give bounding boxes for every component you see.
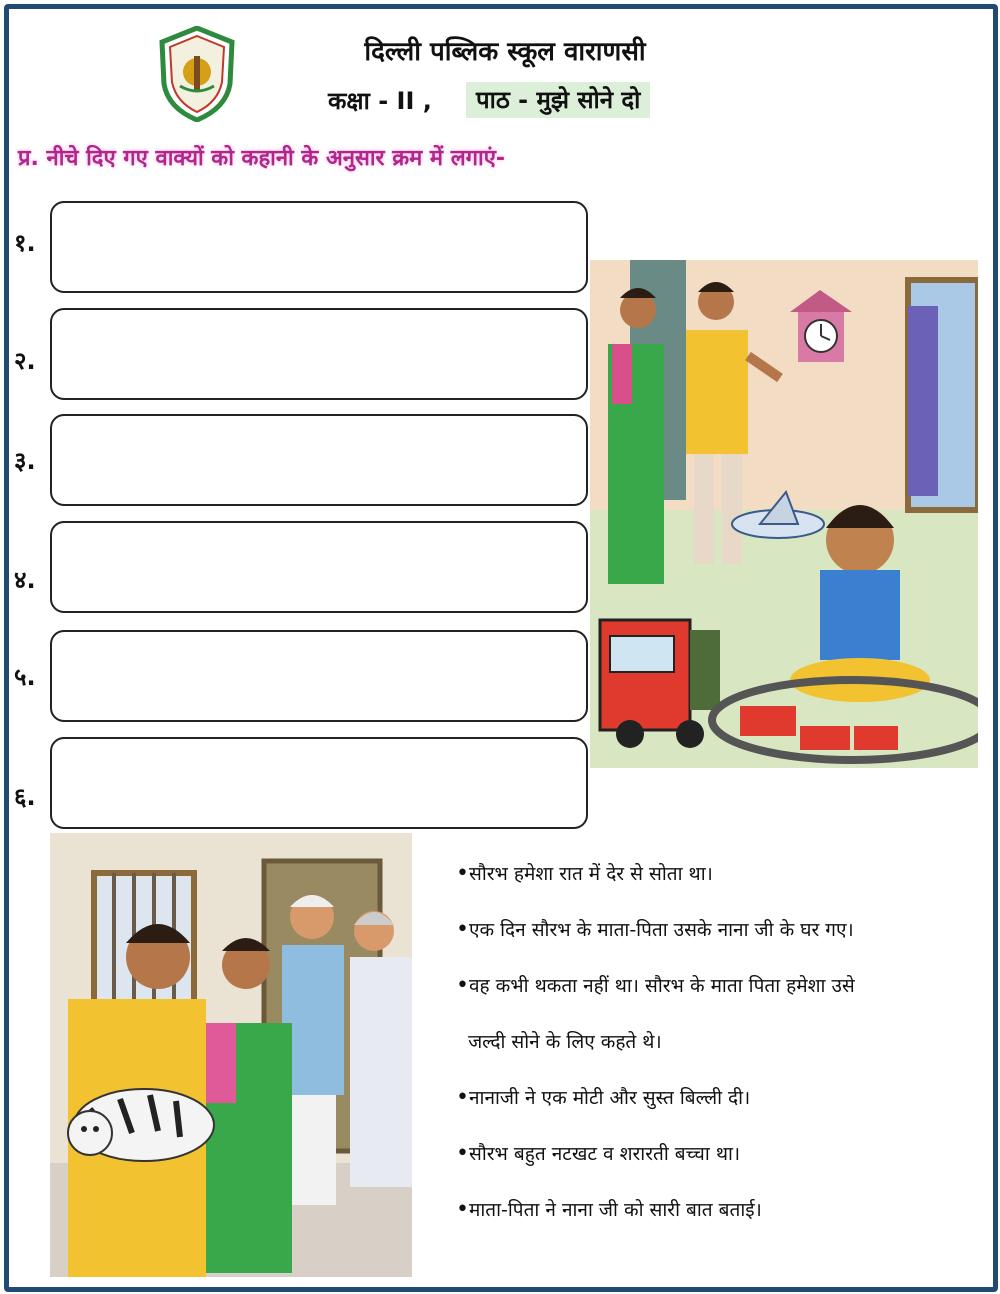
sentence-1: •सौरभ हमेशा रात में देर से सोता था। xyxy=(456,861,713,886)
sentence-6: •माता-पिता ने नाना जी को सारी बात बताई। xyxy=(456,1197,762,1222)
slot-number-5: ५. xyxy=(14,663,36,691)
sentence-4: •नानाजी ने एक मोटी और सुस्त बिल्ली दी। xyxy=(456,1085,751,1110)
school-name: दिल्ली पब्लिक स्कूल वाराणसी xyxy=(364,37,646,67)
sentence-3-continued: जल्दी सोने के लिए कहते थे। xyxy=(456,1031,662,1053)
answer-box-6[interactable] xyxy=(50,737,588,829)
slot-number-2: २. xyxy=(14,347,36,375)
slot-number-6: ६. xyxy=(14,783,36,811)
illustration-boy-playing xyxy=(590,260,978,768)
sentence-5: •सौरभ बहुत नटखट व शरारती बच्चा था। xyxy=(456,1141,741,1166)
question-instruction: प्र. नीचे दिए गए वाक्यों को कहानी के अनुसार क्रम में लगाएं- xyxy=(18,146,506,171)
sentence-3: •वह कभी थकता नहीं था। सौरभ के माता पिता हमेशा उसे xyxy=(456,973,855,998)
answer-box-3[interactable] xyxy=(50,414,588,506)
sentence-list xyxy=(456,856,976,1248)
slot-number-3: ३. xyxy=(14,447,36,475)
class-label: कक्षा - II , xyxy=(328,87,432,115)
answer-box-4[interactable] xyxy=(50,521,588,613)
lesson-title: पाठ - मुझे सोने दो xyxy=(466,82,650,118)
illustration-family-with-cat xyxy=(50,833,412,1277)
slot-number-4: ४. xyxy=(14,566,36,594)
answer-box-1[interactable] xyxy=(50,201,588,293)
answer-box-2[interactable] xyxy=(50,308,588,400)
answer-box-5[interactable] xyxy=(50,630,588,722)
sentence-2: •एक दिन सौरभ के माता-पिता उसके नाना जी के घर गए। xyxy=(456,917,854,942)
slot-number-1: १. xyxy=(14,229,36,257)
